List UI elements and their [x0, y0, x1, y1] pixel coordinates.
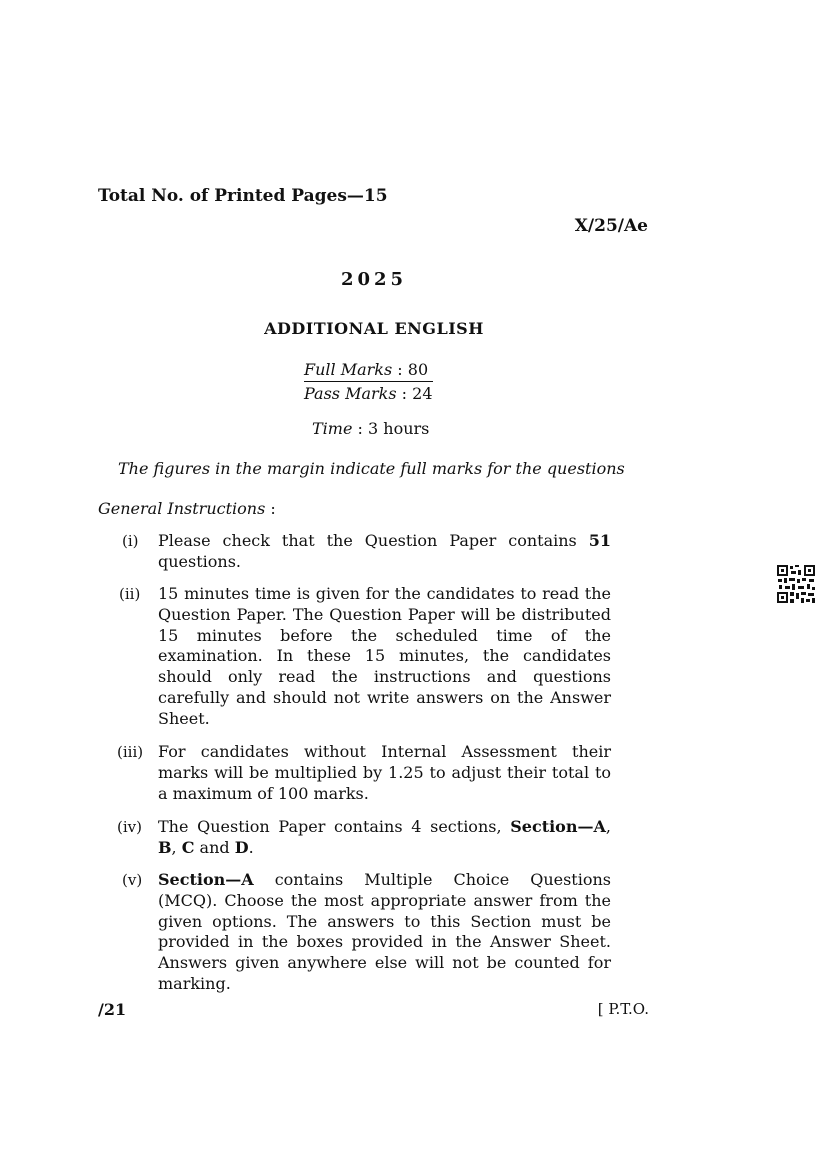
general-instructions-heading [98, 499, 276, 518]
instruction-number: (iv) [117, 818, 142, 836]
paper-code: X/25/Ae [574, 216, 648, 236]
pass-marks-row [304, 382, 433, 405]
general-instructions-label: General Instructions [98, 499, 266, 518]
instruction-text: 15 minutes time is given for the candidates to read the Question Paper. The Question Paper will be distributed 15 minutes before the scheduled time of the examination. In these 15 minutes, the candidates should only read the instructions and questions carefully and should not write answers on the Answer Sheet. [158, 584, 611, 728]
full-marks-label: Full Marks [304, 360, 393, 379]
instruction-number: (iii) [117, 743, 144, 761]
instruction-item [110, 817, 611, 859]
figures-note: The figures in the margin indicate full marks for the questions [118, 459, 625, 478]
subject-title: ADDITIONAL ENGLISH [264, 319, 484, 338]
full-marks-row [304, 358, 433, 382]
time-row [312, 419, 429, 438]
instruction-text: Please check that the Question Paper contains 51 questions. [158, 531, 611, 571]
instruction-item [110, 584, 611, 730]
exam-year: 2025 [340, 269, 408, 290]
pass-marks-label: Pass Marks [304, 384, 397, 403]
instruction-number: (i) [122, 532, 139, 550]
page-code: /21 [98, 1000, 127, 1019]
instruction-text: For candidates without Internal Assessment their marks will be multiplied by 1.25 to adjust their total to a maximum of 100 marks. [158, 742, 611, 803]
qr-code-icon [776, 564, 816, 604]
time-label: Time [312, 419, 353, 438]
pass-marks-value: : 24 [401, 384, 433, 403]
time-value: : 3 hours [357, 419, 430, 438]
instruction-item [110, 742, 611, 804]
instruction-text: Section—A contains Multiple Choice Questions (MCQ). Choose the most appropriate answer from the given options. The answers to this Section must be provided in the boxes provided in the Answer Sheet. Answers given anywhere else will not be counted for marking. [158, 870, 611, 993]
pto-label: [ P.T.O. [597, 1000, 649, 1018]
instruction-number: (ii) [119, 585, 141, 603]
instruction-number: (v) [122, 871, 143, 889]
full-marks-value: : 80 [397, 360, 429, 379]
total-printed-pages: Total No. of Printed Pages—15 [98, 186, 388, 206]
instruction-item [110, 870, 611, 995]
instruction-item [110, 531, 611, 573]
general-instructions-colon: : [265, 499, 276, 518]
marks-block [304, 358, 433, 405]
instruction-text: The Question Paper contains 4 sections, Section—A, B, C and D. [158, 817, 611, 857]
